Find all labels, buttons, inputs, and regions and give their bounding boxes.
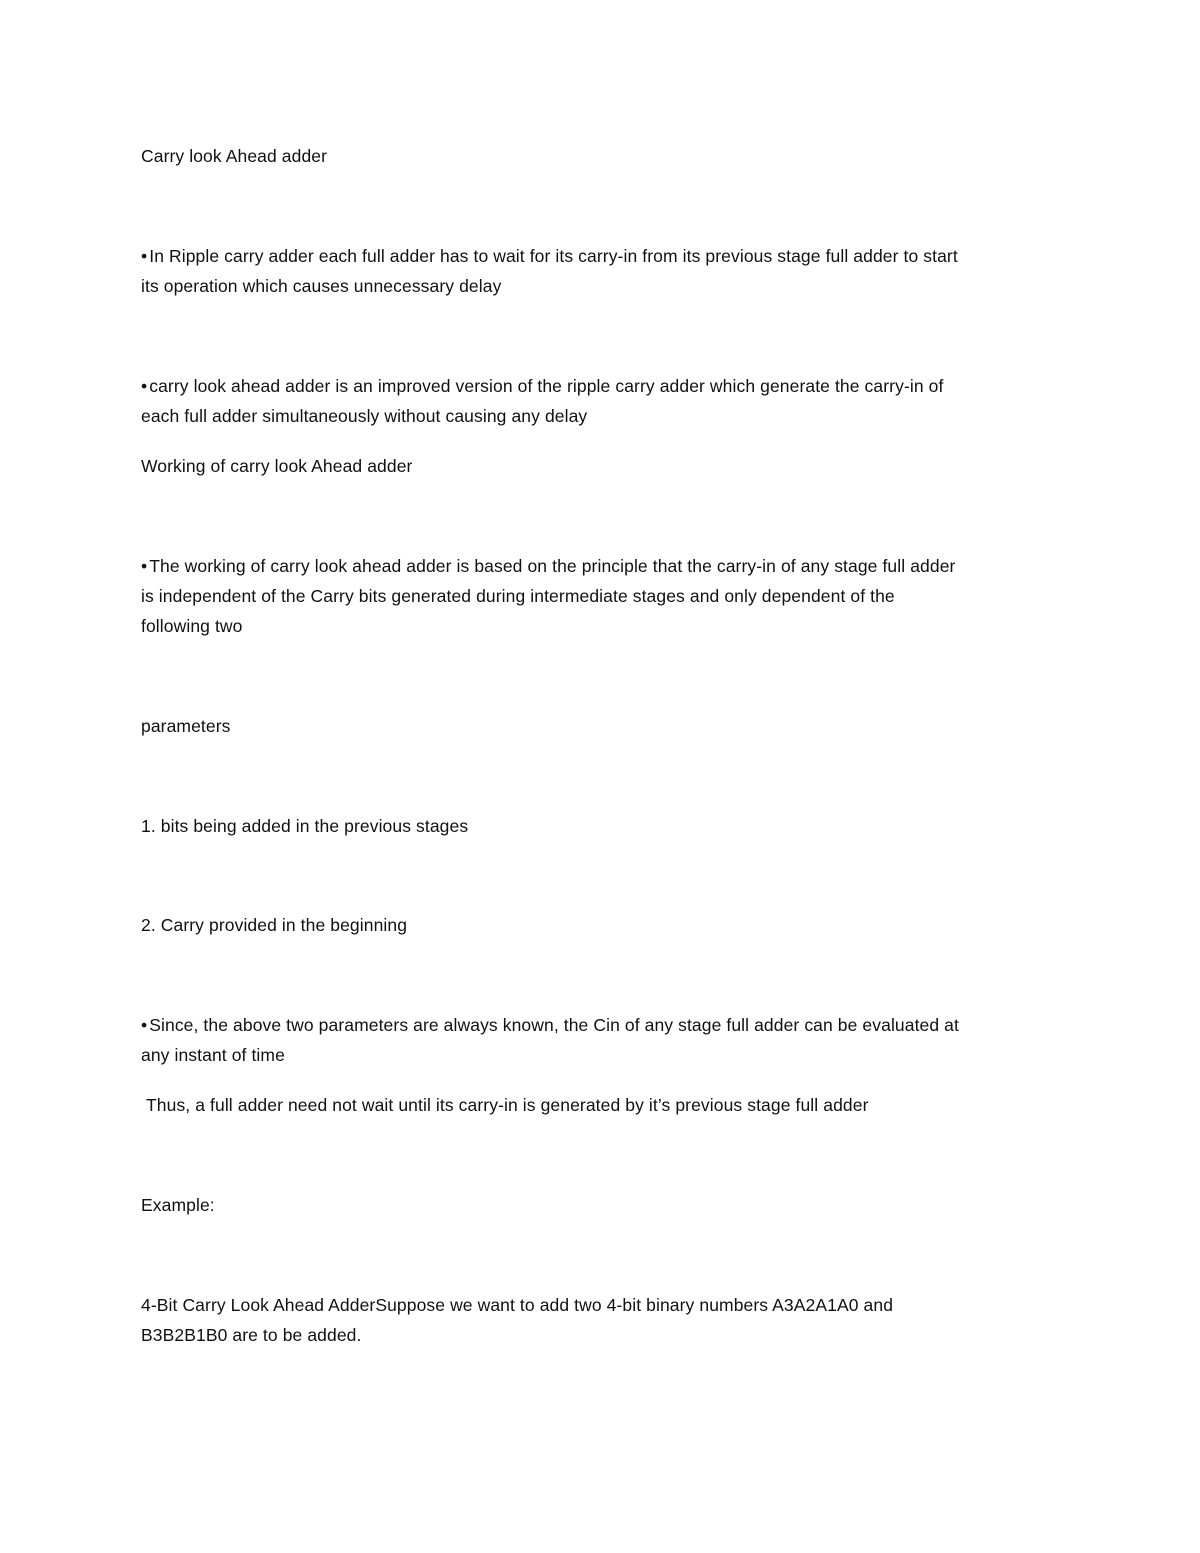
- bullet-icon: •: [141, 1015, 148, 1035]
- section-heading-working: Working of carry look Ahead adder: [141, 456, 413, 476]
- paragraph-2-line-1: [141, 371, 1071, 401]
- paragraph-6-line-2: B3B2B1B0 are to be added.: [141, 1325, 362, 1345]
- paragraph-2-text: carry look ahead adder is an improved version of the ripple carry adder which generate the carry-in of: [149, 376, 944, 396]
- paragraph-1-line-1: [141, 241, 1071, 271]
- paragraph-1-text: In Ripple carry adder each full adder has to wait for its carry-in from its previous stage full adder to start: [149, 246, 958, 266]
- list-item-1: 1. bits being added in the previous stages: [141, 816, 469, 836]
- paragraph-4-text: Since, the above two parameters are always known, the Cin of any stage full adder can be evaluated at: [149, 1015, 959, 1035]
- paragraph-1-line-2: its operation which causes unnecessary delay: [141, 276, 502, 296]
- paragraph-4-line-1: [141, 1010, 1071, 1040]
- example-label: Example:: [141, 1195, 215, 1215]
- bullet-icon: •: [141, 246, 148, 266]
- paragraph-4-line-2: any instant of time: [141, 1045, 285, 1065]
- parameters-label: parameters: [141, 716, 231, 736]
- document-title: Carry look Ahead adder: [141, 146, 328, 166]
- list-item-2: 2. Carry provided in the beginning: [141, 915, 408, 935]
- bullet-icon: •: [141, 376, 148, 396]
- paragraph-5: Thus, a full adder need not wait until its carry-in is generated by it’s previous stage full adder: [146, 1095, 869, 1115]
- paragraph-2-line-2: each full adder simultaneously without causing any delay: [141, 406, 588, 426]
- paragraph-3-text: The working of carry look ahead adder is based on the principle that the carry-in of any stage full adder: [149, 556, 956, 576]
- paragraph-3-line-2: is independent of the Carry bits generated during intermediate stages and only dependent of the: [141, 586, 895, 606]
- paragraph-3-line-1: [141, 551, 1071, 581]
- bullet-icon: •: [141, 556, 148, 576]
- paragraph-3-line-3: following two: [141, 616, 243, 636]
- paragraph-6-line-1: 4-Bit Carry Look Ahead AdderSuppose we want to add two 4-bit binary numbers A3A2A1A0 and: [141, 1295, 894, 1315]
